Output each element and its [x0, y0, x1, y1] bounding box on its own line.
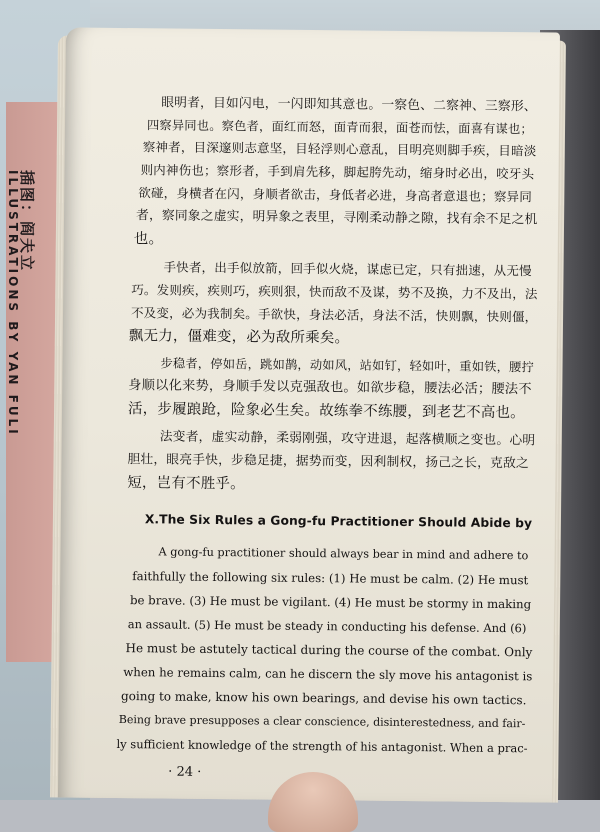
zh-line: 察神者，目深邃则志意坚，目轻浮则心意乱，目明亮则脚手疾，目暗淡 — [142, 139, 537, 159]
book-page — [58, 27, 560, 802]
en-line: A gong-fu practitioner should always bear in mind and adhere to — [158, 545, 529, 563]
zh-line: 步稳者，停如岳，跳如鹊，动如风，站如钉，轻如叶，重如铁，腰拧 — [160, 356, 535, 375]
zh-line: 巧。发则疾，疾则巧，疾则狠，快而敌不及谋，势不及换，力不及出，法 — [131, 282, 538, 302]
zh-line: 则内神伤也；察形者，手到肩先移，脚起胯先动，缩身时必出，咬牙头 — [140, 162, 535, 182]
en-line: ly sufficient knowledge of the strength of his antagonist. When a prac- — [116, 736, 528, 756]
en-line: be brave. (3) He must be vigilant. (4) He must be stormy in making — [129, 593, 532, 612]
zh-line: 也。 — [133, 231, 164, 248]
zh-line: 者，察同象之虚实，明异象之表里，寻刚柔动静之隙，找有余不足之机 — [135, 208, 538, 228]
illustrator-credit-chinese: 插图：阎夫立 — [18, 170, 36, 273]
zh-line: 四察异同也。察色者，面红而怒，面青而狠，面苍而怯，面喜有谋也； — [146, 118, 533, 137]
en-line: an assault. (5) He must be steady in conducting his defense. And (6) — [127, 617, 527, 636]
en-line: faithfully the following six rules: (1) He must be calm. (2) He must — [132, 569, 529, 588]
zh-line: 法变者，虚实动静，柔弱刚强，攻守进退，起落横顺之变也。心明 — [159, 429, 536, 449]
zh-line: 眼明者，目如闪电，一闪即知其意也。一察色、二察神、三察形、 — [161, 95, 537, 115]
zh-line: 不及变，必为我制矣。手欲快，身法必活，身法不活，快则飘，快则僵， — [130, 305, 538, 325]
zh-line: 身顺以化来势，身顺手发以克强敌也。如欲步稳，腰法必活；腰法不 — [128, 378, 532, 398]
en-line: going to make, know his own bearings, and devise his own tactics. — [120, 689, 527, 708]
zh-line: 活，步履踉跄，险象必生矣。故练拳不练腰，到老艺不高也。 — [127, 401, 525, 422]
en-line: Being brave presupposes a clear conscience, disinterestedness, and fair- — [118, 713, 526, 731]
page-number: · 24 · — [168, 764, 202, 780]
en-line: He must be astutely tactical during the course of the combat. Only — [125, 641, 533, 660]
en-line: when he remains calm, can he discern the sly move his antagonist is — [123, 665, 533, 684]
zh-line: 欲碰，身横者在闪，身顺者欲击，身低者必进，身高者意退也；察异同 — [138, 185, 533, 205]
zh-line: 胆壮，眼亮手快，步稳足捷，据势而变，因利制权，扬己之长，克敌之 — [127, 452, 530, 472]
zh-line: 手快者，出手似放箭，回手似火烧，谋虑已定，只有拙速，从无慢 — [163, 259, 532, 279]
section-heading: Ⅹ.The Six Rules a Gong-fu Practitioner Should Abide by — [144, 512, 533, 531]
zh-line: 短，岂有不胜乎。 — [127, 475, 245, 493]
zh-line: 飘无力，僵难变，必为敌所乘矣。 — [128, 328, 350, 347]
illustrator-credit-english: ILLUSTRATIONS BY YAN FULI — [6, 170, 20, 437]
